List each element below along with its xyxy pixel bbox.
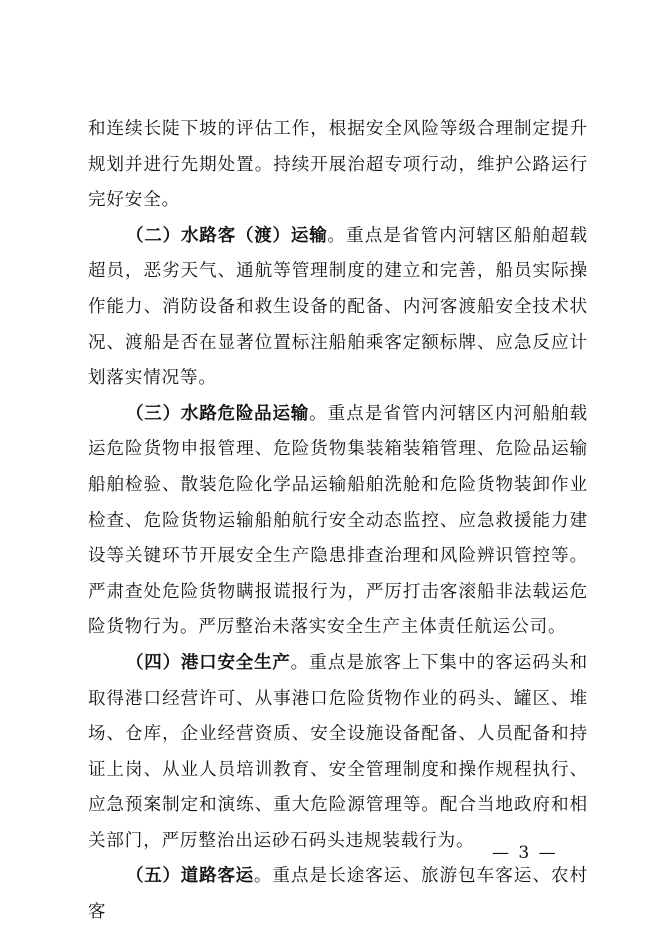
page-number: — 3 — xyxy=(492,843,558,863)
paragraph-body: 。重点是旅客上下集中的客运码头和取得港口经营许可、从事港口危险货物作业的码头、罐区、堆场、仓库，企业经营资质、安全设施设备配备、人员配备和持证上岗、从业人员培训教育、安全管理制度和操作规程执行、应急预案制定和演练、重大危险源管理等。配合当地政府和相关部门，严厉整治出运砂石码头违规装载行为。 xyxy=(88,652,589,851)
paragraph-road-passenger xyxy=(88,859,588,930)
document-body xyxy=(88,112,588,931)
paragraph-body: 。重点是省管内河辖区内河船舶载运危险货物申报管理、危险货物集装箱装箱管理、危险品运输船舶检验、散装危险化学品运输船舶洗舱和危险货物装卸作业检查、危险货物运输船舶航行安全动态监控、应急救援能力建设等关键环节开展安全生产隐患排查治理和风险辨识管控等。严肃查处危险货物瞒报谎报行为，严厉打击客滚船非法载运危险货物行为。严厉整治未落实安全生产主体责任航运公司。 xyxy=(88,403,589,638)
paragraph-body: 。重点是长途客运、旅游包车客运、农村客 xyxy=(88,866,589,923)
section-heading: （二）水路客（渡）运输 xyxy=(126,225,328,246)
paragraph-waterway-passenger-ferry xyxy=(88,219,588,397)
section-heading: （五）道路客运 xyxy=(126,866,254,887)
section-heading: （四）港口安全生产 xyxy=(126,652,291,673)
paragraph-port-safety xyxy=(88,646,588,860)
section-heading: （三）水路危险品运输 xyxy=(126,403,310,424)
paragraph-continuation xyxy=(88,112,588,219)
paragraph-body: 。重点是省管内河辖区船舶超载超员，恶劣天气、通航等管理制度的建立和完善，船员实际操作能力、消防设备和救生设备的配备、内河客渡船安全技术状况、渡船是否在显著位置标注船舶乘客定额标牌、应急反应计划落实情况等。 xyxy=(88,225,588,389)
paragraph-waterway-hazmat xyxy=(88,397,588,646)
paragraph-body: 和连续长陡下坡的评估工作，根据安全风险等级合理制定提升规划并进行先期处置。持续开展治超专项行动，维护公路运行完好安全。 xyxy=(88,119,588,211)
